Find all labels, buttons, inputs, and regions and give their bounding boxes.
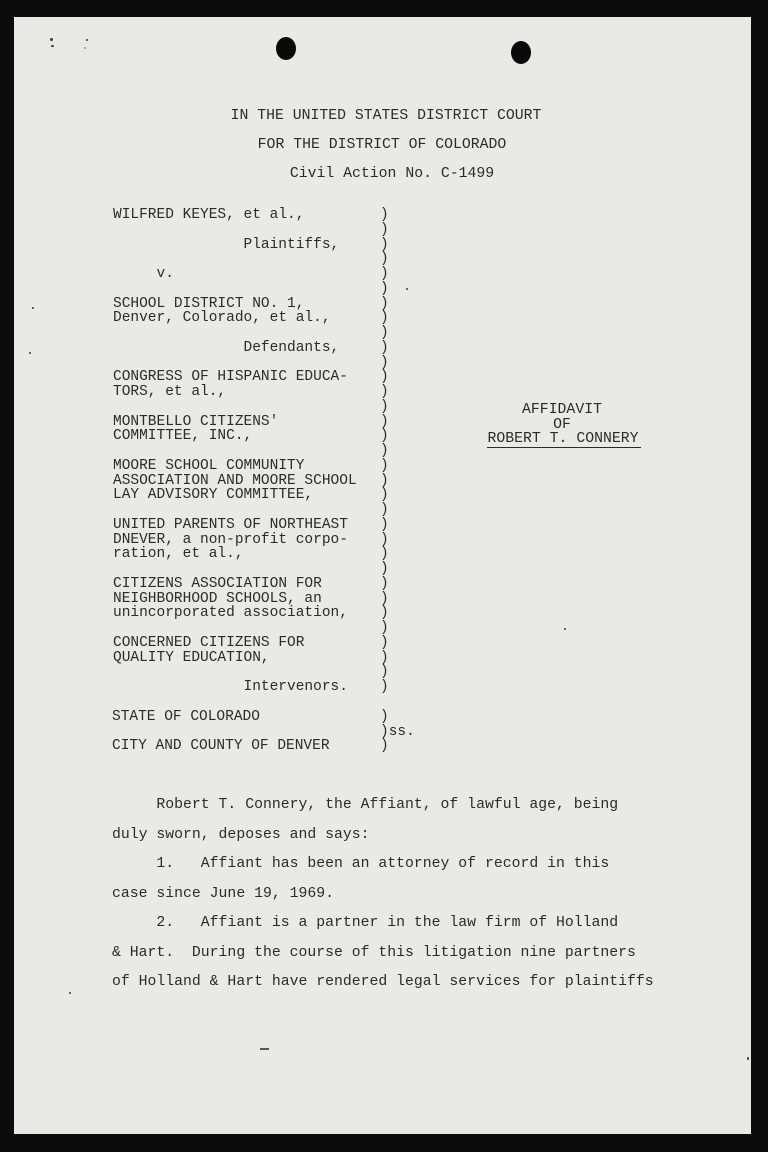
caption-line: Defendants, (243, 339, 340, 356)
caption-bracket: ) (380, 590, 389, 607)
caption-bracket: ) (380, 443, 389, 459)
stray-mark (260, 1048, 269, 1050)
caption-line: ASSOCIATION AND MOORE SCHOOL (113, 472, 357, 489)
caption-bracket: ) (380, 339, 389, 356)
body-line: 1. Affiant has been an attorney of record in this (112, 856, 610, 872)
caption-bracket: ) (380, 531, 389, 548)
caption-bracket: ) (380, 310, 389, 327)
body-line: case since June 19, 1969. (112, 885, 334, 902)
court-name: IN THE UNITED STATES DISTRICT COURT (230, 108, 542, 124)
scan-speck (747, 1057, 749, 1060)
affidavit-title: AFFIDAVIT (522, 402, 602, 418)
caption-bracket: ) (380, 679, 389, 695)
caption-bracket: ) (380, 325, 389, 341)
scan-speck (51, 45, 54, 47)
scan-speck (32, 307, 34, 309)
affiant-name: ROBERT T. CONNERY (487, 431, 639, 447)
caption-bracket: ) (380, 516, 389, 533)
punch-hole-right (511, 41, 531, 64)
caption-line: UNITED PARENTS OF NORTHEAST (113, 516, 348, 533)
scan-speck (29, 352, 31, 354)
caption-bracket: ) (380, 295, 389, 312)
caption-bracket: ) (380, 384, 389, 400)
caption-bracket: ) (380, 487, 389, 504)
caption-line: MONTBELLO CITIZENS' (113, 413, 279, 430)
caption-bracket: ) (380, 457, 389, 474)
caption-bracket: ) (380, 428, 389, 445)
caption-line: SCHOOL DISTRICT NO. 1, (113, 295, 305, 312)
caption-line: v. (156, 266, 174, 282)
body-line: 2. Affiant is a partner in the law firm of Holland (112, 915, 619, 931)
scan-speck (564, 628, 566, 630)
caption-bracket: ) (380, 369, 389, 386)
caption-bracket: ) (380, 354, 389, 371)
body-line: & Hart. During the course of this litigation nine partners (112, 944, 636, 961)
scan-speck (50, 38, 53, 41)
caption-bracket: ) (380, 413, 389, 430)
caption-bracket: ) (380, 575, 389, 592)
punch-hole-left (276, 37, 296, 60)
venue-bracket: ) (380, 738, 389, 754)
affiant-name-underline (487, 447, 641, 448)
venue-state: STATE OF COLORADO (112, 709, 260, 725)
caption-line: QUALITY EDUCATION, (113, 649, 270, 666)
caption-line: DNEVER, a non-profit corpo- (113, 531, 348, 548)
caption-bracket: ) (380, 605, 389, 622)
caption-line: Denver, Colorado, et al., (113, 310, 331, 327)
caption-bracket: ) (380, 664, 389, 681)
caption-bracket: ) (380, 620, 389, 636)
venue-county: CITY AND COUNTY OF DENVER (112, 738, 330, 754)
caption-bracket: ) (380, 649, 389, 666)
caption-bracket: ) (380, 634, 389, 651)
district-name: FOR THE DISTRICT OF COLORADO (257, 137, 507, 153)
caption-bracket: ) (380, 502, 389, 518)
caption-bracket: ) (380, 207, 389, 223)
venue-bracket: ) (380, 709, 389, 725)
caption-bracket: ) (380, 561, 389, 577)
body-line: of Holland & Hart have rendered legal services for plaintiffs (112, 974, 654, 990)
caption-line: Intervenors. (243, 679, 348, 695)
affidavit-of: OF (553, 417, 571, 433)
caption-line: unincorporated association, (113, 605, 348, 622)
scan-speck (84, 47, 86, 49)
caption-line: NEIGHBORHOOD SCHOOLS, an (113, 590, 322, 607)
caption-line: Plaintiffs, (243, 236, 340, 253)
document-page (14, 17, 751, 1134)
caption-bracket: ) (380, 280, 389, 297)
caption-line: MOORE SCHOOL COMMUNITY (113, 457, 305, 474)
caption-line: WILFRED KEYES, et al., (113, 207, 305, 223)
caption-bracket: ) (380, 398, 389, 415)
scan-speck (69, 992, 71, 994)
caption-line: CITIZENS ASSOCIATION FOR (113, 575, 322, 592)
caption-line: CONCERNED CITIZENS FOR (113, 634, 305, 651)
caption-bracket: ) (380, 236, 389, 253)
body-line: duly sworn, deposes and says: (112, 826, 370, 843)
scan-speck (86, 39, 88, 41)
scan-speck (406, 288, 408, 290)
caption-line: TORS, et al., (113, 384, 227, 400)
caption-bracket: ) (380, 266, 389, 282)
caption-line: LAY ADVISORY COMMITTEE, (113, 487, 314, 504)
case-number: Civil Action No. C-1499 (289, 166, 495, 182)
body-line: Robert T. Connery, the Affiant, of lawful age, being (112, 797, 619, 813)
caption-bracket: ) (380, 251, 389, 268)
caption-line: CONGRESS OF HISPANIC EDUCA- (113, 369, 348, 386)
venue-ss: )ss. (380, 724, 415, 740)
caption-bracket: ) (380, 472, 389, 489)
caption-line: COMMITTEE, INC., (113, 428, 253, 445)
caption-bracket: ) (380, 221, 389, 238)
caption-line: ration, et al., (113, 546, 244, 563)
caption-bracket: ) (380, 546, 389, 563)
